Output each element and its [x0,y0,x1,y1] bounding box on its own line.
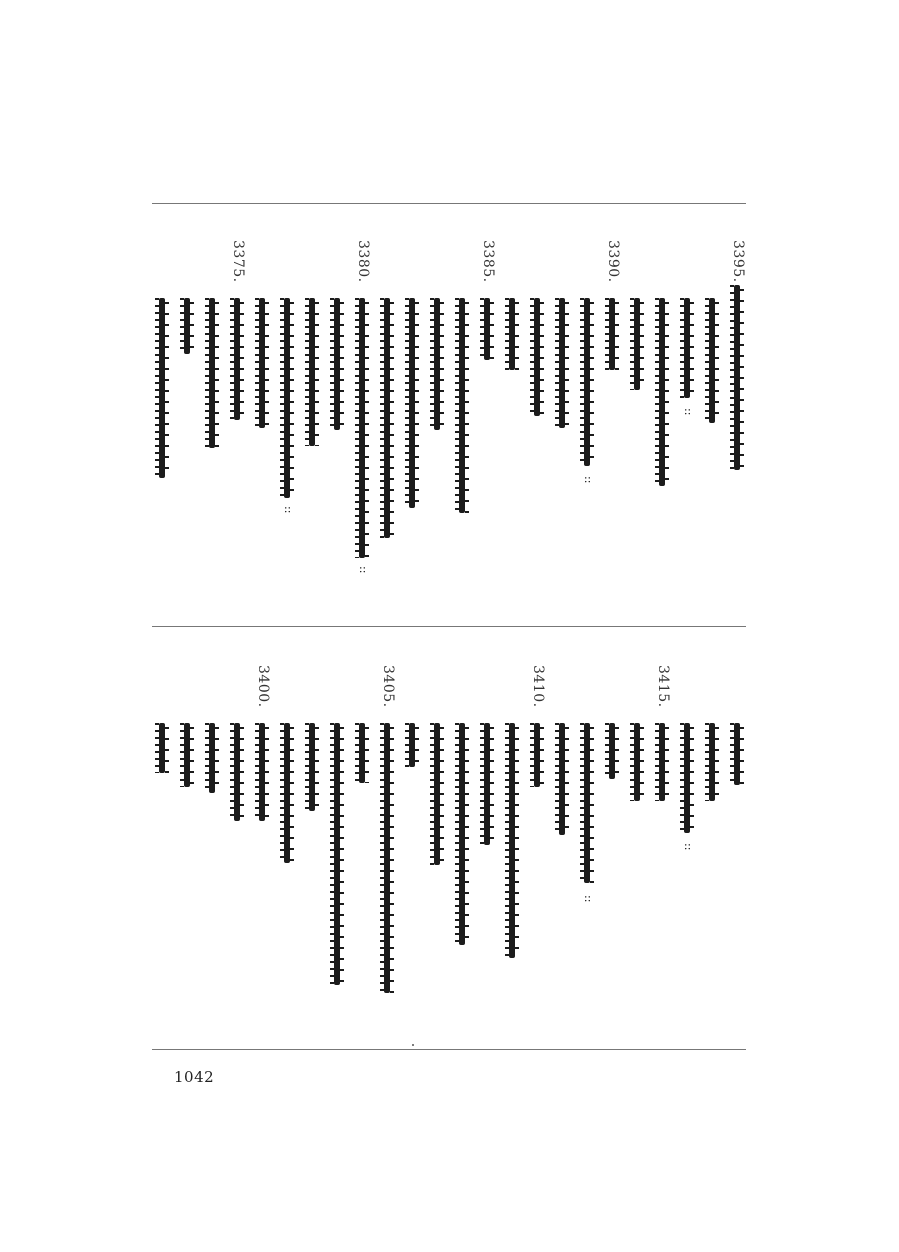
line-number: 3390. [605,240,621,283]
verse-column [728,665,750,905]
middle-rule [152,626,746,627]
mongolian-script-line [359,723,365,783]
verse-column [578,665,600,925]
verse-column [703,240,725,480]
verse-column [728,240,750,480]
verse-column [203,665,225,905]
verse-column [628,665,650,905]
verse-column [678,665,700,905]
verse-column [303,665,325,905]
mongolian-script-line [584,298,590,466]
line-number: 3415. [655,665,671,708]
mongolian-script-line [284,298,290,498]
verse-column [478,665,500,905]
mongolian-script-line [384,723,390,993]
verse-column [278,240,300,520]
punctuation-mark: :: [582,895,595,903]
verse-column [603,665,625,905]
verse-column [653,240,675,500]
mongolian-script-line [659,298,665,486]
verse-column [628,240,650,480]
verse-column [228,240,250,480]
verse-column [603,240,625,480]
mongolian-script-line [684,298,690,398]
mongolian-script-line [509,298,515,370]
mongolian-script-line [459,298,465,513]
verse-column [253,240,275,480]
verse-column [228,665,250,905]
mongolian-script-line [359,298,365,558]
verse-column [503,240,525,480]
mongolian-script-line [684,723,690,833]
verse-column [528,240,550,480]
mongolian-script-line [384,298,390,538]
footer-dot [412,1044,414,1046]
verse-column [653,665,675,905]
line-number: 3385. [480,240,496,283]
verse-column [503,665,525,965]
verse-column [528,665,550,905]
mongolian-script-line [184,298,190,354]
mongolian-script-line [559,298,565,428]
top-rule [152,203,746,204]
mongolian-script-line [709,723,715,801]
punctuation-mark: :: [357,566,370,574]
verse-column [353,240,375,580]
verse-column [428,240,450,480]
verse-column [328,240,350,480]
mongolian-script-line [609,723,615,779]
verse-column [428,665,450,905]
verse-column [553,665,575,905]
mongolian-script-line [709,298,715,423]
mongolian-script-line [409,298,415,508]
verse-column [278,665,300,905]
mongolian-script-line [659,723,665,801]
verse-column [453,665,475,965]
mongolian-script-line [209,298,215,448]
line-number: 3380. [355,240,371,283]
mongolian-script-line [584,723,590,883]
verse-column [353,665,375,905]
mongolian-script-line [209,723,215,793]
mongolian-script-line [559,723,565,835]
mongolian-script-line [234,298,240,420]
mongolian-script-line [184,723,190,787]
mongolian-script-line [234,723,240,821]
mongolian-script-line [284,723,290,863]
verse-column [378,665,400,1005]
punctuation-mark: :: [582,476,595,484]
verse-column [153,665,175,905]
mongolian-script-line [634,723,640,801]
verse-column [303,240,325,480]
verse-column [403,665,425,905]
verse-column [178,665,200,905]
verse-column [578,240,600,500]
mongolian-script-line [509,723,515,958]
verse-column [678,240,700,480]
mongolian-script-line [434,723,440,865]
mongolian-script-line [434,298,440,430]
mongolian-script-line [734,285,740,470]
verse-column [478,240,500,480]
mongolian-script-line [459,723,465,945]
verse-column [178,240,200,480]
line-number: 3375. [230,240,246,283]
line-number: 3395. [730,240,746,283]
verse-column [153,240,175,480]
verse-column [328,665,350,1005]
mongolian-script-line [334,723,340,985]
verse-column [378,240,400,540]
mongolian-script-line [734,723,740,785]
mongolian-script-line [484,298,490,360]
punctuation-mark: :: [682,843,695,851]
verse-column [253,665,275,905]
verse-column [403,240,425,520]
mongolian-script-line [159,298,165,478]
bottom-rule [152,1049,746,1050]
line-number: 3405. [380,665,396,708]
mongolian-script-line [484,723,490,845]
mongolian-script-line [259,298,265,428]
mongolian-script-line [609,298,615,370]
mongolian-script-line [309,723,315,811]
mongolian-script-line [634,298,640,390]
page-number: 1042 [174,1068,215,1086]
mongolian-script-line [534,298,540,416]
verse-column [553,240,575,480]
mongolian-script-line [309,298,315,446]
line-number: 3400. [255,665,271,708]
verse-column [203,240,225,480]
verse-column [453,240,475,520]
mongolian-script-line [259,723,265,821]
mongolian-script-line [334,298,340,430]
mongolian-script-line [159,723,165,773]
mongolian-script-line [409,723,415,767]
mongolian-script-line [534,723,540,787]
verse-column [703,665,725,905]
punctuation-mark: :: [682,408,695,416]
line-number: 3410. [530,665,546,708]
punctuation-mark: :: [282,506,295,514]
